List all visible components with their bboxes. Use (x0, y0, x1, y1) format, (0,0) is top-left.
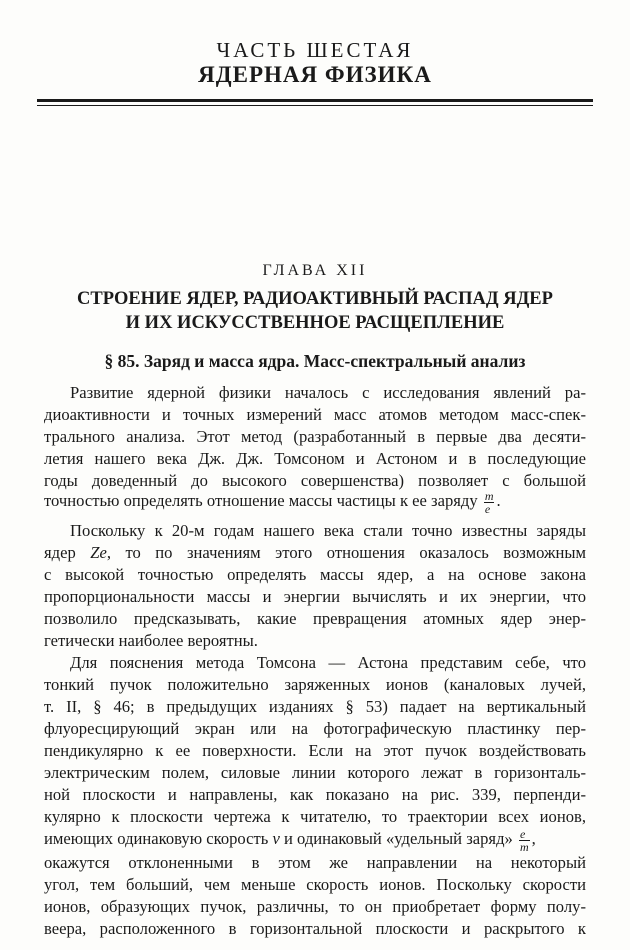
header-rule-thin (37, 105, 593, 106)
part-label: ЧАСТЬ ШЕСТАЯ (216, 38, 414, 62)
text-line: Развитие ядерной физики началось с исследования явлений ра- (70, 383, 586, 402)
text-line: Поскольку к 20-м годам нашего века стали точно известны заряды (70, 521, 586, 540)
text-line: гетически наиболее вероятны. (44, 631, 258, 650)
text-line: тонкий пучок положительно заряженных ионов (каналовых лучей, (44, 675, 586, 694)
text-line-rest: , то по значениям этого отношения оказалось возможным (106, 543, 586, 562)
text-line: годы доведенный до высокого совершенства) позволяет с большой (44, 471, 586, 490)
text-line: пендикулярно к ее поверхности. Если на этот пучок воздействовать (44, 741, 586, 760)
fraction-numerator: m (484, 488, 494, 503)
text-line: т. II, § 46; в предыдущих изданиях § 53) падает на вертикальный (44, 697, 586, 716)
text-line: с высокой точностью определять массы ядер, а на основе закона (44, 565, 586, 584)
text-line: флуоресцирующий экран или на фотографическую пластинку пер- (44, 719, 586, 738)
velocity-symbol: v (272, 829, 280, 848)
text-line: трального анализа. Этот метод (разработанный в первые два десяти- (44, 427, 586, 446)
text-line: летия нашего века Дж. Дж. Томсоном и Астоном и в последующие (44, 449, 586, 468)
text-line-start: ядер (44, 543, 91, 562)
text-line: диоактивности и точных измерений масс атомов методом масс-спек- (44, 405, 586, 424)
text-line: ной плоскости и направлены, как показано на рис. 339, перпенди- (44, 785, 586, 804)
chapter-title-line: И ИХ ИСКУССТВЕННОЕ РАСЩЕПЛЕНИЕ (125, 313, 505, 333)
ze-symbol: Ze (90, 543, 107, 562)
text-line: угол, тем больший, чем меньше скорость ионов. Поскольку скорости (44, 875, 586, 894)
fraction-tail: , (531, 829, 536, 848)
text-line: электрическим полем, силовые линии которого лежат в горизонталь- (44, 763, 586, 782)
fraction-tail: . (496, 491, 501, 510)
text-line: кулярно к плоскости чертежа к читателю, то траектории всех ионов, (44, 807, 586, 826)
text-line: Для пояснения метода Томсона — Астона представим себе, что (70, 653, 586, 672)
text-line-start: имеющих одинаковую скорость (44, 829, 273, 848)
text-line-rest: и одинаковый «удельный заряд» (279, 829, 513, 848)
text-line: окажутся отклоненными в этом же направлении на некоторый (44, 853, 586, 872)
text-line: позволило предсказывать, какие превращения атомных ядер энер- (44, 609, 586, 628)
fraction-denominator: e (484, 501, 491, 516)
fraction-m-over-e (484, 490, 495, 515)
fraction-numerator: e (519, 828, 530, 841)
text-line (44, 824, 586, 854)
text-line (44, 542, 586, 564)
part-title: ЯДЕРНАЯ ФИЗИКА (198, 62, 432, 87)
text-line: пропорциональности массы и энергии вычислять и их энергии, что (44, 587, 586, 606)
text-line: веера, расположенного в горизонтальной плоскости и раскрытого к (44, 919, 586, 938)
chapter-title-line: СТРОЕНИЕ ЯДЕР, РАДИОАКТИВНЫЙ РАСПАД ЯДЕР (77, 289, 553, 309)
fraction-denominator: m (519, 839, 529, 854)
chapter-title (40, 287, 590, 335)
text-line (44, 486, 586, 516)
header-rule-thick (37, 99, 593, 102)
section-title: § 85. Заряд и масса ядра. Масс-спектральный анализ (104, 351, 526, 371)
chapter-label: ГЛАВА XII (262, 262, 368, 279)
fraction-e-over-m (519, 828, 530, 853)
text-line: ионов, образующих пучок, различны, то он приобретает форму полу- (44, 897, 586, 916)
text-line-start: точностью определять отношение массы частицы к ее заряду (44, 491, 478, 510)
